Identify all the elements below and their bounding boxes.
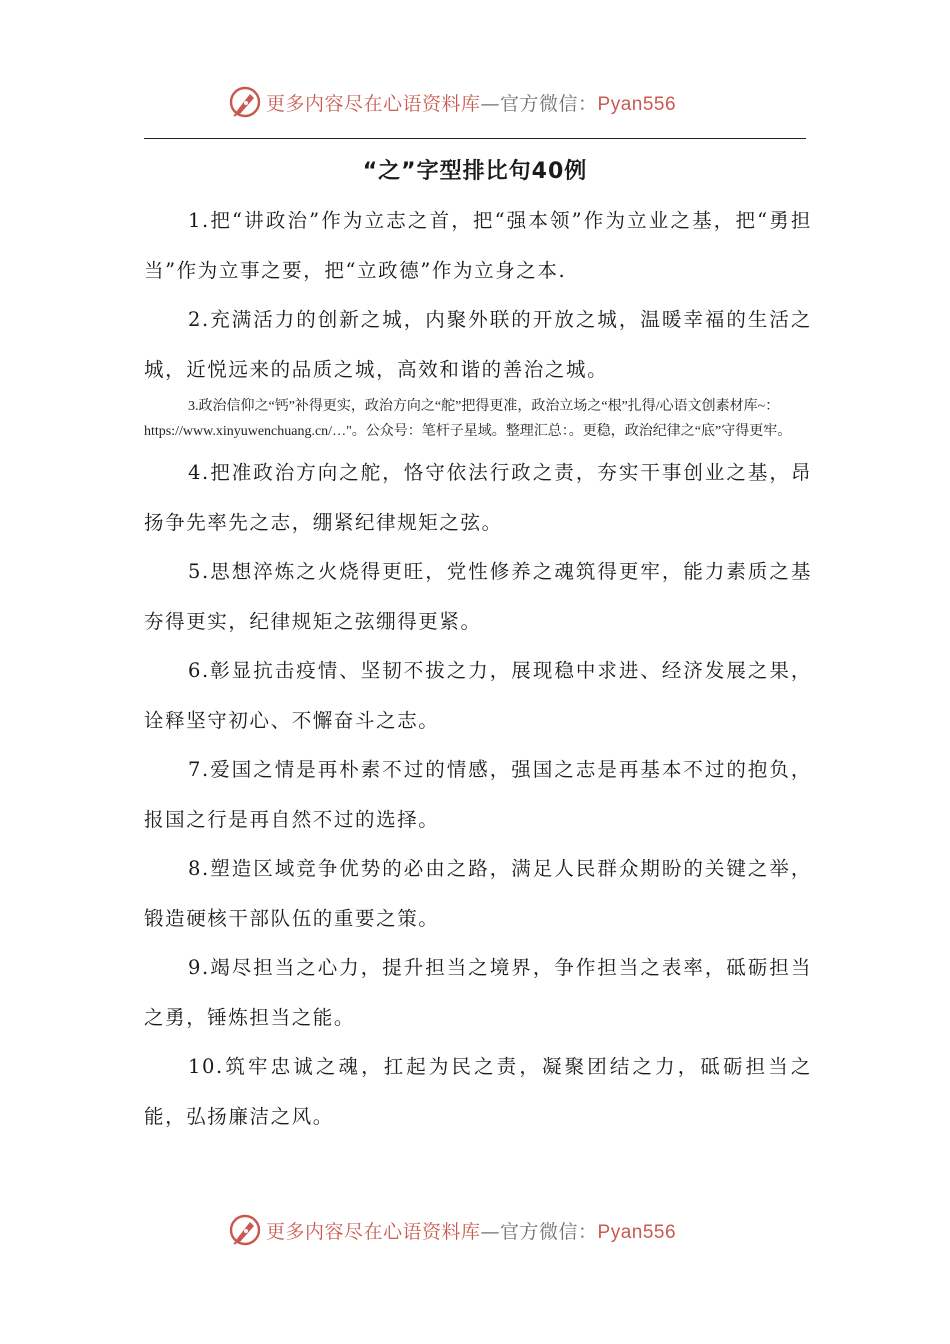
paragraph: 2.充满活力的创新之城，内聚外联的开放之城，温暖幸福的生活之城，近悦远来的品质之城，高效和谐的善治之城。 bbox=[144, 308, 812, 381]
paragraph: 1.把“讲政治”作为立志之首，把“强本领”作为立业之基，把“勇担当”作为立事之要，把“立政德”作为立身之本. bbox=[144, 209, 812, 282]
banner-wechat-id: Pyan556 bbox=[597, 93, 677, 115]
banner-text bbox=[266, 1217, 676, 1244]
paragraph-small: 3.政治信仰之“钙”补得更实，政治方向之“舵”把得更准，政治立场之“根”扎得/心语文创素材库~：https://www.xinyuwenchuang.cn/…"。公众号：笔杆子星域。整理汇总：。更稳，政治纪律之“底”守得更牢。 bbox=[144, 399, 792, 439]
banner-site-name: 更多内容尽在心语资料库 bbox=[266, 92, 481, 115]
paragraph: 5.思想淬炼之火烧得更旺，党性修养之魂筑得更牢，能力素质之基夯得更实，纪律规矩之弦绷得更紧。 bbox=[144, 560, 812, 633]
paragraph: 10.筑牢忠诚之魂，扛起为民之责，凝聚团结之力，砥砺担当之能，弘扬廉洁之风。 bbox=[144, 1055, 812, 1128]
paragraph: 7.爱国之情是再朴素不过的情感，强国之志是再基本不过的抱负，报国之行是再自然不过的选择。 bbox=[144, 758, 812, 831]
pen-nib-logo-icon bbox=[228, 1213, 262, 1247]
header-banner bbox=[228, 82, 748, 122]
paragraph: 9.竭尽担当之心力，提升担当之境界，争作担当之表率，砥砺担当之勇，锤炼担当之能。 bbox=[144, 956, 812, 1029]
document-body bbox=[144, 196, 812, 1141]
banner-wechat-label: —官方微信： bbox=[480, 92, 598, 115]
pen-nib-logo-icon bbox=[228, 85, 262, 119]
page-title: “之”字型排比句40例 bbox=[362, 159, 588, 184]
paragraph: 6.彰显抗击疫情、坚韧不拔之力，展现稳中求进、经济发展之果，诠释坚守初心、不懈奋斗之志。 bbox=[144, 659, 812, 732]
paragraph: 8.塑造区域竞争优势的必由之路，满足人民群众期盼的关键之举，锻造硬核干部队伍的重要之策。 bbox=[144, 857, 812, 930]
banner-site-name: 更多内容尽在心语资料库 bbox=[266, 1220, 481, 1243]
footer-banner bbox=[228, 1210, 748, 1250]
header-divider bbox=[144, 138, 806, 139]
banner-wechat-label: —官方微信： bbox=[480, 1220, 598, 1243]
banner-text bbox=[266, 89, 676, 116]
banner-wechat-id: Pyan556 bbox=[597, 1221, 677, 1243]
paragraph: 4.把准政治方向之舵，恪守依法行政之责，夯实干事创业之基，昂扬争先率先之志，绷紧纪律规矩之弦。 bbox=[144, 461, 812, 534]
